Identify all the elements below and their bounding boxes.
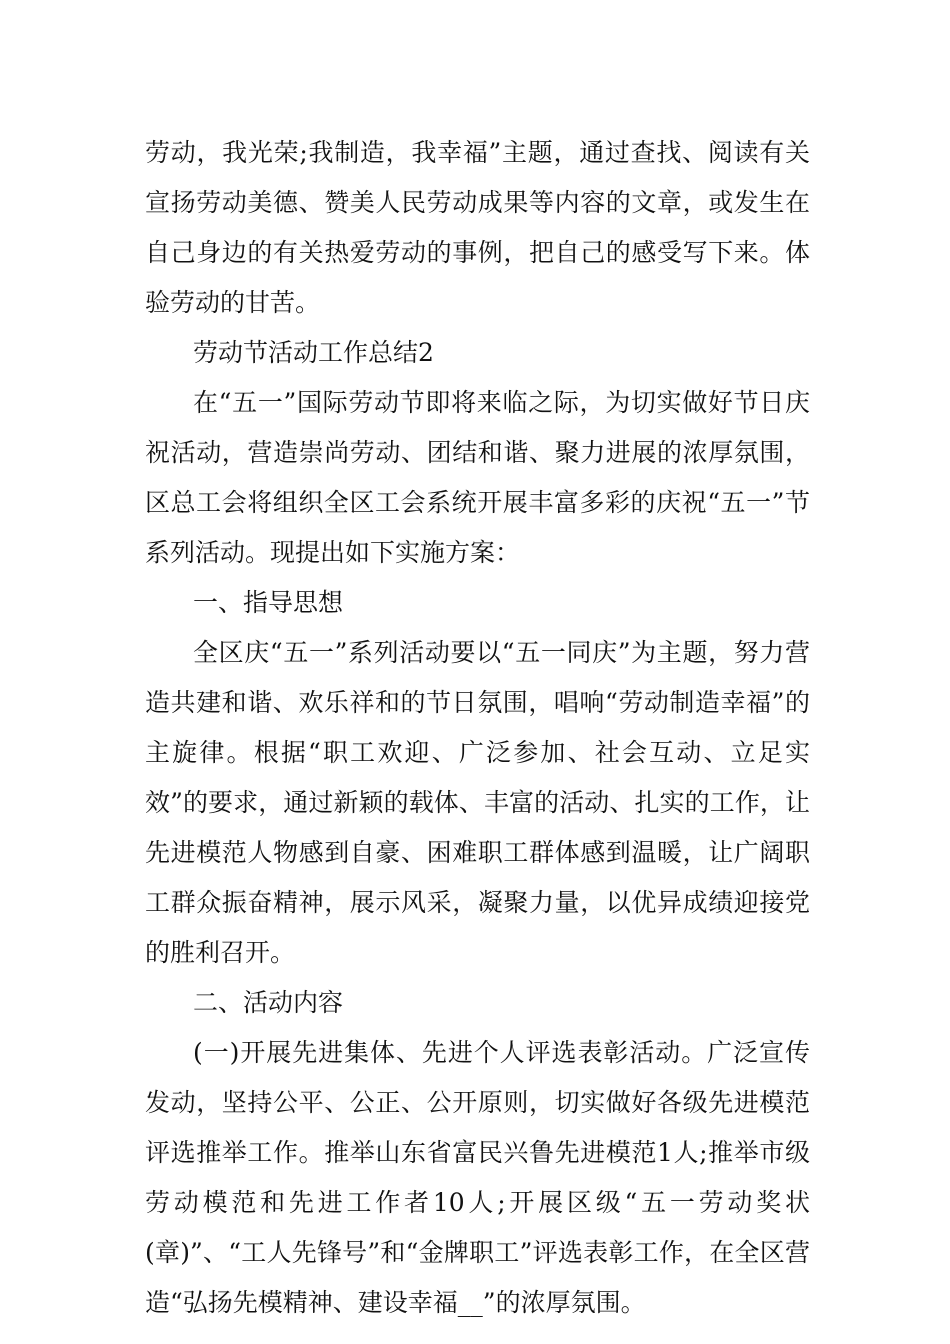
- paragraph-preface: 在“五一”国际劳动节即将来临之际，为切实做好节日庆祝活动，营造崇尚劳动、团结和谐、聚力进展的浓厚氛围，区总工会将组织全区工会系统开展丰富多彩的庆祝“五一”节系列活动。现提出如下实施方案：: [145, 388, 810, 567]
- paragraph-intro-continuation: 劳动，我光荣;我制造，我幸福”主题，通过查找、阅读有关宣扬劳动美德、赞美人民劳动成果等内容的文章，或发生在自己身边的有关热爱劳动的事例，把自己的感受写下来。体验劳动的甘苦。: [145, 138, 810, 317]
- document-body: [145, 128, 810, 1328]
- heading-activity-content: 二、活动内容: [193, 988, 344, 1017]
- paragraph-guiding-ideology: 全区庆“五一”系列活动要以“五一同庆”为主题，努力营造共建和谐、欢乐祥和的节日氛围，唱响“劳动制造幸福”的主旋律。根据“职工欢迎、广泛参加、社会互动、立足实效”的要求，通过新颖的载体、丰富的活动、扎实的工作，让先进模范人物感到自豪、困难职工群体感到温暖，让广阔职工群众振奋精神，展示风采，凝聚力量，以优异成绩迎接党的胜利召开。: [145, 638, 810, 967]
- section-title-summary-2: 劳动节活动工作总结2: [193, 338, 434, 367]
- heading-guiding-ideology: 一、指导思想: [193, 588, 344, 617]
- paragraph-activity-1: (一)开展先进集体、先进个人评选表彰活动。广泛宣传发动，坚持公平、公正、公开原则，切实做好各级先进模范评选推举工作。推举山东省富民兴鲁先进模范1人;推举市级劳动模范和先进工作者10人;开展区级“五一劳动奖状(章)”、“工人先锋号”和“金牌职工”评选表彰工作，在全区营造“弘扬先模精神、建设幸福__”的浓厚氛围。: [145, 1038, 810, 1317]
